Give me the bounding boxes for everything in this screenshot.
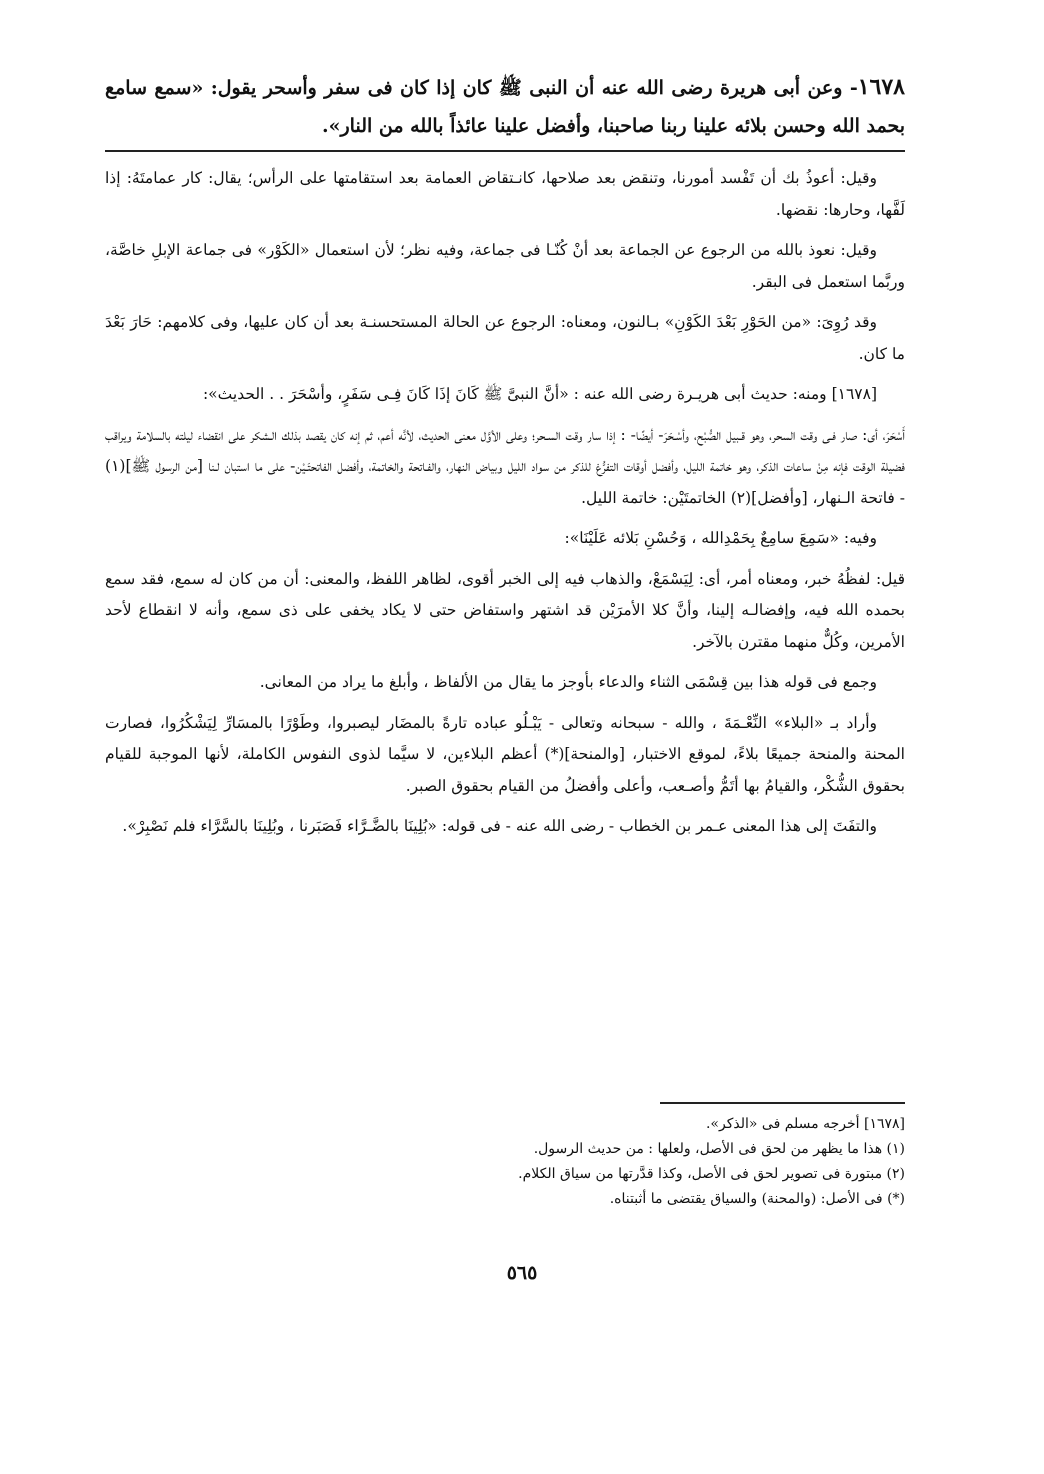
page-number: ٥٦٥ — [506, 1262, 538, 1284]
separator-line — [105, 150, 905, 152]
commentary-paragraph: وفيه: «سَمِعَ سامِعٌ بِحَمْدِالله ، وَحُسْنِ بَلائه عَلَيْنَا»: — [564, 529, 877, 547]
footnote: (٢) مبتورة فى تصوير لحق فى الأصل، وكذا قدَّرتها من سياق الكلام. — [518, 1166, 905, 1182]
hadith-number: ١٦٧٨ — [857, 74, 905, 100]
footnotes — [105, 1112, 905, 1212]
commentary-paragraph: وقيل: نعوذ بالله من الرجوع عن الجماعة بعد أنْ كُنّـا فى جماعة، وفيه نظر؛ لأن استعمال «الكَوْر» فى جماعة الإبلِ خاصَّة، وربَّما استعمل فى البقر. — [105, 241, 905, 291]
hadith-body: - وعن أبى هريرة رضى الله عنه أن النبى ﷺ كان إذا كان فى سفر وأسحر يقول: «سمع سامع بحمد الله وحسن بلائه علينا ربنا صاحبنا، وأفضل علينا عائذاً بالله من النار». — [105, 77, 905, 137]
footnote: [١٦٧٨] أخرجه مسلم فى «الذكر». — [705, 1116, 905, 1132]
commentary-section — [105, 163, 905, 852]
commentary-paragraph: وجمع فى قوله هذا بين قِسْمَى الثناء والدعاء بأوجز ما يقال من الألفاظ ، وأبلغ ما يراد من المعانى. — [259, 673, 877, 691]
commentary-paragraph: [١٦٧٨] ومنه: حديث أبى هريـرة رضى الله عنه : «أنَّ النبىَّ ﷺ كَانَ إذَا كَانَ فِـى سَفَرٍ، وأسْحَرَ . . الحديث»: — [202, 385, 877, 403]
commentary-paragraph: وقيل: أعوذُ بك أن تَفْسد أمورنا، وتنقض بعد صلاحها، كانـتقاض العمامة بعد استقامتها على الرأس؛ يقال: كار عمامتَهُ: إذا لَفَّها، وحارها: نقضها. — [105, 169, 905, 219]
commentary-paragraph: قيل: لفظُهُ خبر، ومعناه أمر، أى: لِيَسْمَعْ، والذهاب فيه إلى الخبر أقوى، لظاهر اللفظ، والمعنى: أن من كان له سمع، فقد سمع بحمده الله فيه، وإفضالـه إلينا، وأنَّ كلا الأمرَيْن قد اشتهر واستفاض حتى لا يكاد يخفى على ذى سمع، وأنه لا انقطاع لأحد الأمرين، وكُلٌّ منهما مقترن بالآخر. — [105, 569, 905, 651]
footnote-separator — [660, 1102, 905, 1104]
commentary-paragraph: والتفَتَ إلى هذا المعنى عـمر بن الخطاب - رضى الله عنه - فى قوله: «بُلِينَا بالضَّـرَّاء فَصَبَرنا ، وبُلِينَا بالسَّرَّاء فلم نَصْبِرْ». — [122, 817, 877, 835]
footnote: (١) هذا ما يظهر من لحق فى الأصل، ولعلها : من حديث الرسول. — [533, 1141, 905, 1157]
commentary-paragraph: أَسْحَرَ، أى: صار فـى وقت السحر، وهو قـبيل الصُّبْح، وأسْـحَرَ- أيضًا- : إذا سار وقت السـحر؛ وعلى الأوَّل معنى الحديث، لأنَّه أعم، ثم إنه كان يقصد بذلك الـشكر على انقضاء ليلته بالسلامة ويراقب فضيلة الوقت فإنه مِنْ ساعات الذكر، وهو خاتمة الليل، وأفضل أوقات التفرُّغ للذكر من سواد الليل وبياض النهار، والفـاتحة والخاتمة، وأفضل الفاتحتَـيْن- على ما استبان لـنا [من الرسول ﷺ](١) - فاتحة الـنهار، [وأفضل](٢) الخاتمتَيْن: خاتمة الليل. — [105, 425, 905, 507]
footnote: (*) فى الأصل: (والمحنة) والسياق يقتضى ما أثبتناه. — [609, 1191, 905, 1207]
commentary-paragraph: وقد رُوِىَ: «من الحَوْرِ بَعْدَ الكَوْنِ» بـالنون، ومعناه: الرجوع عن الحالة المستحسنـة بعد أن كان عليها، وفى كلامهم: حَارَ بَعْدَ ما كان. — [105, 313, 905, 363]
commentary-paragraph: وأراد بـ «البلاء» النِّعْـمَةَ ، والله - سبحانه وتعالى - يَبْـلُو عباده تارةً بالمضَار ليصبروا، وطَوْرًا بالمسَارِّ لِيَشْكُرُوا، فصارت المحنة والمنحة جميعًا بلاءً، لموقع الاختبار، [والمنحة](*) أعظم البلاءين، لا سيَّما لذوى النفوس الكاملة، لأنها الموجبة للقيام بحقوق الشُّكْر، والقيامُ بها أتَمُّ وأصـعب، وأعلى وأفضلُ من القيام بحقوق الصبر. — [105, 713, 905, 795]
hadith-text — [105, 68, 905, 145]
